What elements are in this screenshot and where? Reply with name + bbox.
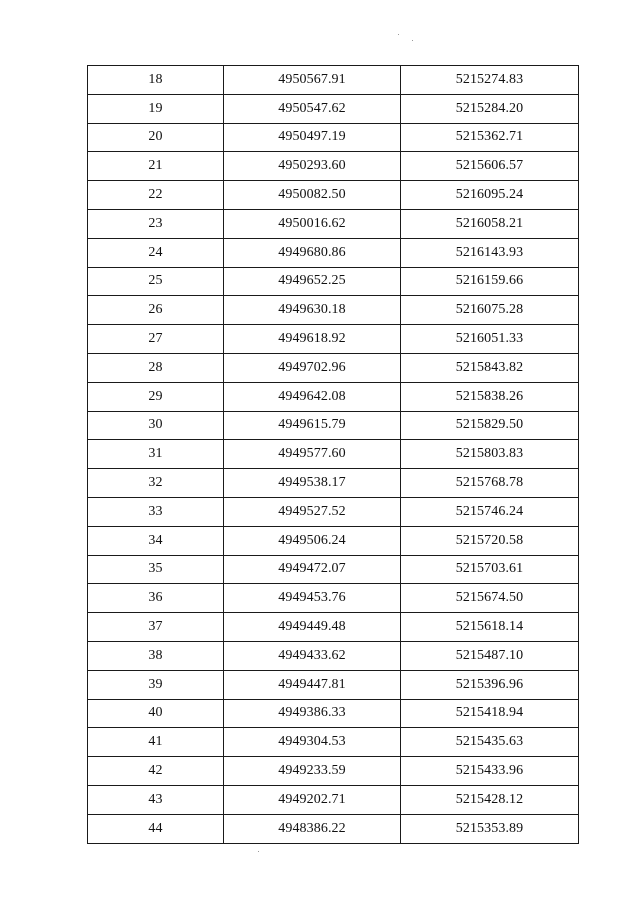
point-number-cell: 41 bbox=[88, 728, 224, 757]
table-row bbox=[88, 325, 579, 354]
table-row bbox=[88, 411, 579, 440]
table-row bbox=[88, 209, 579, 238]
point-number-cell: 37 bbox=[88, 613, 224, 642]
point-number-cell: 38 bbox=[88, 641, 224, 670]
point-number-cell: 22 bbox=[88, 181, 224, 210]
x-coordinate-cell: 4949680.86 bbox=[224, 238, 401, 267]
y-coordinate-cell: 5216095.24 bbox=[401, 181, 579, 210]
x-coordinate-cell: 4949630.18 bbox=[224, 296, 401, 325]
x-coordinate-cell: 4949577.60 bbox=[224, 440, 401, 469]
y-coordinate-cell: 5215418.94 bbox=[401, 699, 579, 728]
point-number-cell: 40 bbox=[88, 699, 224, 728]
y-coordinate-cell: 5215843.82 bbox=[401, 353, 579, 382]
coordinate-table-body bbox=[88, 66, 579, 844]
y-coordinate-cell: 5215362.71 bbox=[401, 123, 579, 152]
table-row bbox=[88, 469, 579, 498]
y-coordinate-cell: 5216058.21 bbox=[401, 209, 579, 238]
table-row bbox=[88, 123, 579, 152]
table-row bbox=[88, 613, 579, 642]
y-coordinate-cell: 5216159.66 bbox=[401, 267, 579, 296]
point-number-cell: 28 bbox=[88, 353, 224, 382]
x-coordinate-cell: 4949453.76 bbox=[224, 584, 401, 613]
point-number-cell: 32 bbox=[88, 469, 224, 498]
y-coordinate-cell: 5215618.14 bbox=[401, 613, 579, 642]
point-number-cell: 23 bbox=[88, 209, 224, 238]
y-coordinate-cell: 5215829.50 bbox=[401, 411, 579, 440]
y-coordinate-cell: 5215720.58 bbox=[401, 526, 579, 555]
table-row bbox=[88, 296, 579, 325]
y-coordinate-cell: 5216075.28 bbox=[401, 296, 579, 325]
y-coordinate-cell: 5215487.10 bbox=[401, 641, 579, 670]
y-coordinate-cell: 5215284.20 bbox=[401, 94, 579, 123]
y-coordinate-cell: 5215838.26 bbox=[401, 382, 579, 411]
scan-speck bbox=[258, 851, 259, 852]
x-coordinate-cell: 4949642.08 bbox=[224, 382, 401, 411]
y-coordinate-cell: 5215606.57 bbox=[401, 152, 579, 181]
y-coordinate-cell: 5216051.33 bbox=[401, 325, 579, 354]
table-row bbox=[88, 670, 579, 699]
table-row bbox=[88, 526, 579, 555]
point-number-cell: 39 bbox=[88, 670, 224, 699]
table-row bbox=[88, 641, 579, 670]
table-row bbox=[88, 699, 579, 728]
point-number-cell: 20 bbox=[88, 123, 224, 152]
table-row bbox=[88, 814, 579, 843]
y-coordinate-cell: 5215428.12 bbox=[401, 785, 579, 814]
x-coordinate-cell: 4948386.22 bbox=[224, 814, 401, 843]
point-number-cell: 35 bbox=[88, 555, 224, 584]
point-number-cell: 25 bbox=[88, 267, 224, 296]
point-number-cell: 30 bbox=[88, 411, 224, 440]
point-number-cell: 43 bbox=[88, 785, 224, 814]
point-number-cell: 21 bbox=[88, 152, 224, 181]
y-coordinate-cell: 5215803.83 bbox=[401, 440, 579, 469]
table-row bbox=[88, 757, 579, 786]
y-coordinate-cell: 5215703.61 bbox=[401, 555, 579, 584]
x-coordinate-cell: 4949304.53 bbox=[224, 728, 401, 757]
table-row bbox=[88, 66, 579, 95]
x-coordinate-cell: 4949538.17 bbox=[224, 469, 401, 498]
x-coordinate-cell: 4949202.71 bbox=[224, 785, 401, 814]
x-coordinate-cell: 4949652.25 bbox=[224, 267, 401, 296]
x-coordinate-cell: 4949433.62 bbox=[224, 641, 401, 670]
x-coordinate-cell: 4950016.62 bbox=[224, 209, 401, 238]
point-number-cell: 36 bbox=[88, 584, 224, 613]
table-row bbox=[88, 555, 579, 584]
table-row bbox=[88, 238, 579, 267]
point-number-cell: 19 bbox=[88, 94, 224, 123]
table-row bbox=[88, 497, 579, 526]
x-coordinate-cell: 4949447.81 bbox=[224, 670, 401, 699]
point-number-cell: 42 bbox=[88, 757, 224, 786]
y-coordinate-cell: 5215274.83 bbox=[401, 66, 579, 95]
y-coordinate-cell: 5215353.89 bbox=[401, 814, 579, 843]
x-coordinate-cell: 4949618.92 bbox=[224, 325, 401, 354]
x-coordinate-cell: 4950082.50 bbox=[224, 181, 401, 210]
x-coordinate-cell: 4949449.48 bbox=[224, 613, 401, 642]
x-coordinate-cell: 4950567.91 bbox=[224, 66, 401, 95]
table-row bbox=[88, 267, 579, 296]
scan-speck bbox=[412, 40, 413, 41]
point-number-cell: 18 bbox=[88, 66, 224, 95]
point-number-cell: 44 bbox=[88, 814, 224, 843]
x-coordinate-cell: 4949472.07 bbox=[224, 555, 401, 584]
table-row bbox=[88, 785, 579, 814]
table-row bbox=[88, 181, 579, 210]
point-number-cell: 24 bbox=[88, 238, 224, 267]
y-coordinate-cell: 5215396.96 bbox=[401, 670, 579, 699]
table-row bbox=[88, 382, 579, 411]
x-coordinate-cell: 4949233.59 bbox=[224, 757, 401, 786]
y-coordinate-cell: 5215435.63 bbox=[401, 728, 579, 757]
y-coordinate-cell: 5215746.24 bbox=[401, 497, 579, 526]
x-coordinate-cell: 4949527.52 bbox=[224, 497, 401, 526]
table-row bbox=[88, 584, 579, 613]
x-coordinate-cell: 4950293.60 bbox=[224, 152, 401, 181]
point-number-cell: 33 bbox=[88, 497, 224, 526]
table-row bbox=[88, 440, 579, 469]
scan-speck bbox=[398, 34, 399, 35]
y-coordinate-cell: 5216143.93 bbox=[401, 238, 579, 267]
y-coordinate-cell: 5215768.78 bbox=[401, 469, 579, 498]
table-row bbox=[88, 353, 579, 382]
x-coordinate-cell: 4949506.24 bbox=[224, 526, 401, 555]
y-coordinate-cell: 5215433.96 bbox=[401, 757, 579, 786]
point-number-cell: 34 bbox=[88, 526, 224, 555]
x-coordinate-cell: 4950547.62 bbox=[224, 94, 401, 123]
x-coordinate-cell: 4949615.79 bbox=[224, 411, 401, 440]
point-number-cell: 26 bbox=[88, 296, 224, 325]
x-coordinate-cell: 4950497.19 bbox=[224, 123, 401, 152]
x-coordinate-cell: 4949702.96 bbox=[224, 353, 401, 382]
table-row bbox=[88, 728, 579, 757]
table-row bbox=[88, 152, 579, 181]
point-number-cell: 31 bbox=[88, 440, 224, 469]
x-coordinate-cell: 4949386.33 bbox=[224, 699, 401, 728]
y-coordinate-cell: 5215674.50 bbox=[401, 584, 579, 613]
point-number-cell: 27 bbox=[88, 325, 224, 354]
point-number-cell: 29 bbox=[88, 382, 224, 411]
coordinate-table bbox=[87, 65, 579, 844]
table-row bbox=[88, 94, 579, 123]
